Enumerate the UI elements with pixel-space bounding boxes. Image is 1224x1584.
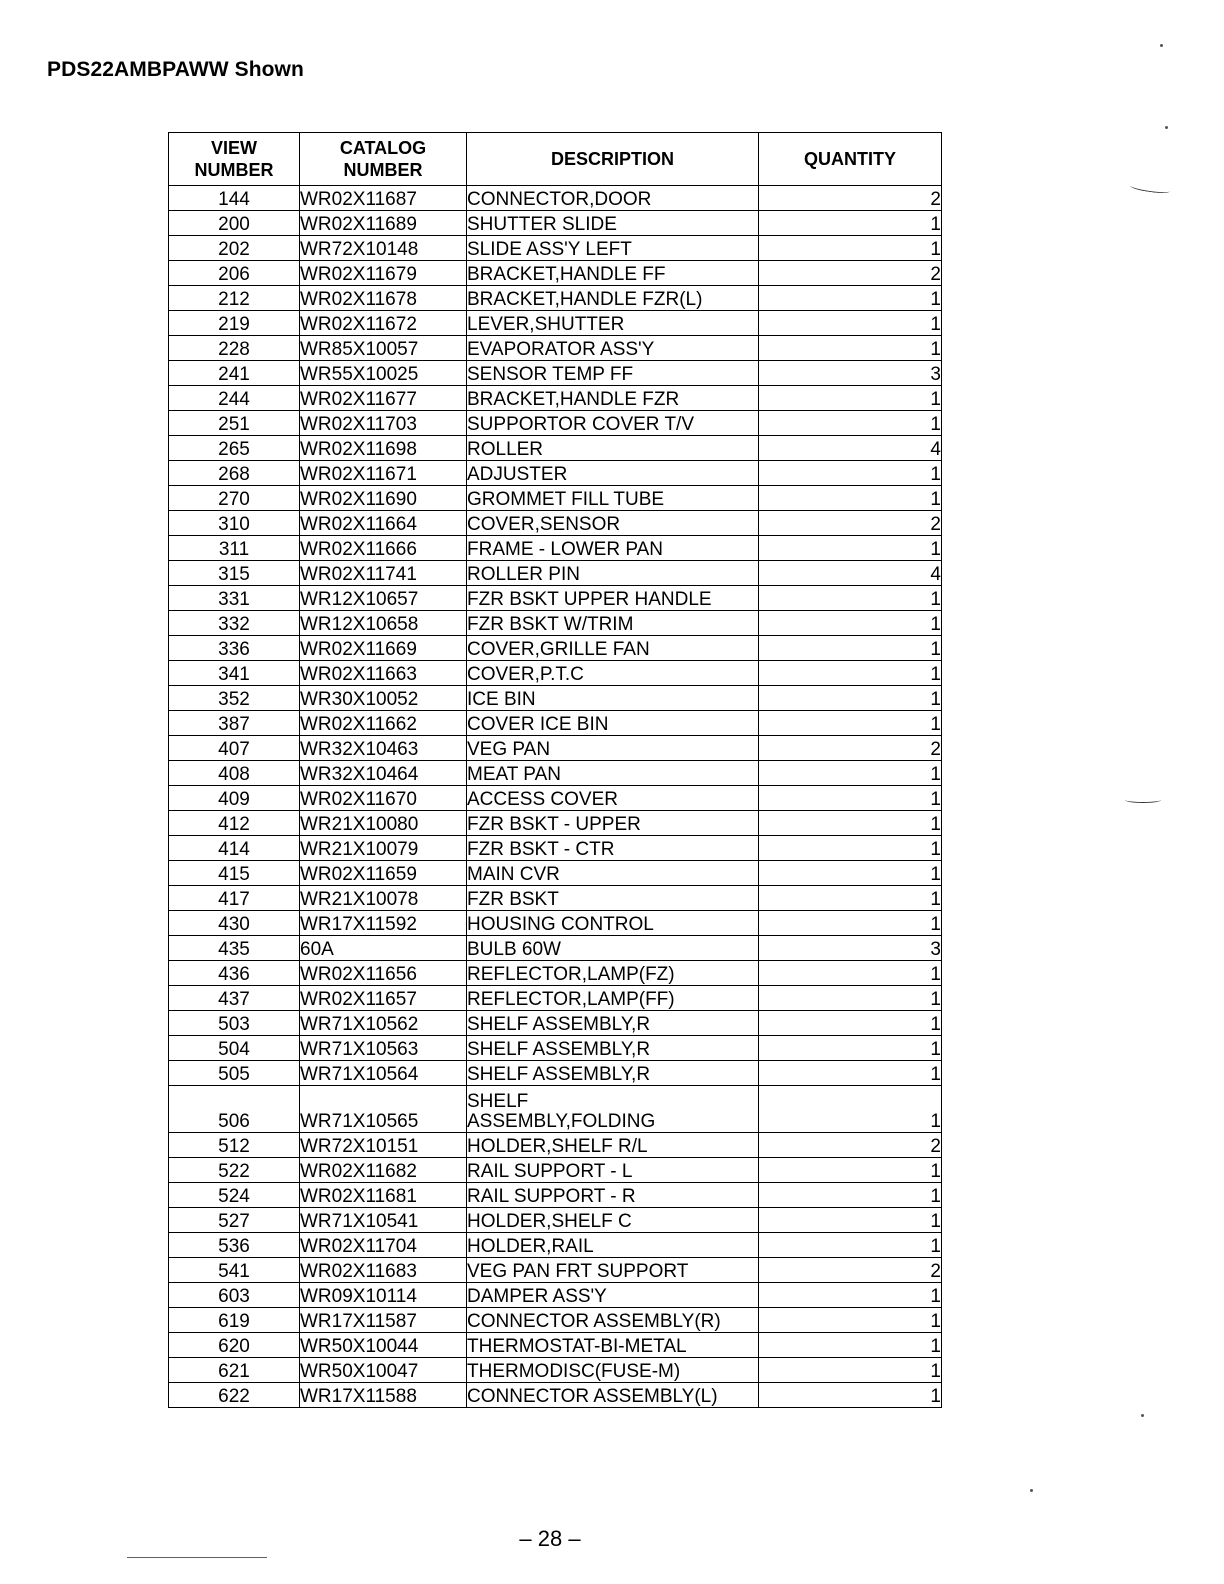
catalog-number-cell: WR02X11664 — [300, 511, 467, 536]
catalog-number-cell: WR02X11689 — [300, 211, 467, 236]
quantity-cell: 1 — [759, 1233, 942, 1258]
quantity-cell: 1 — [759, 761, 942, 786]
description-cell: ICE BIN — [467, 686, 759, 711]
quantity-cell: 1 — [759, 811, 942, 836]
table-row — [169, 311, 942, 336]
table-row — [169, 1183, 942, 1208]
catalog-number-cell: WR55X10025 — [300, 361, 467, 386]
description-cell: COVER,SENSOR — [467, 511, 759, 536]
table-row — [169, 486, 942, 511]
table-header-row — [169, 133, 942, 186]
description-cell: HOLDER,SHELF C — [467, 1208, 759, 1233]
view-number-cell: 341 — [169, 661, 300, 686]
margin-scan-mark — [1130, 182, 1171, 194]
view-number-cell: 522 — [169, 1158, 300, 1183]
table-row — [169, 211, 942, 236]
quantity-cell: 1 — [759, 286, 942, 311]
table-row — [169, 386, 942, 411]
quantity-cell: 1 — [759, 1183, 942, 1208]
parts-table-body — [169, 186, 942, 1408]
quantity-cell: 1 — [759, 1358, 942, 1383]
catalog-number-cell: WR12X10658 — [300, 611, 467, 636]
view-number-cell: 603 — [169, 1283, 300, 1308]
table-row — [169, 536, 942, 561]
table-row — [169, 1333, 942, 1358]
table-row — [169, 986, 942, 1011]
description-cell: SENSOR TEMP FF — [467, 361, 759, 386]
table-row — [169, 186, 942, 211]
quantity-cell: 1 — [759, 1158, 942, 1183]
description-cell: REFLECTOR,LAMP(FZ) — [467, 961, 759, 986]
view-number-cell: 437 — [169, 986, 300, 1011]
quantity-cell: 1 — [759, 1283, 942, 1308]
margin-scan-mark — [1125, 797, 1161, 803]
description-cell: LEVER,SHUTTER — [467, 311, 759, 336]
quantity-cell: 3 — [759, 361, 942, 386]
catalog-number-cell: WR12X10657 — [300, 586, 467, 611]
header-catalog-number: CATALOG NUMBER — [300, 133, 467, 186]
view-number-cell: 621 — [169, 1358, 300, 1383]
catalog-number-cell: WR72X10151 — [300, 1133, 467, 1158]
description-cell: GROMMET FILL TUBE — [467, 486, 759, 511]
description-cell: ROLLER — [467, 436, 759, 461]
view-number-cell: 202 — [169, 236, 300, 261]
header-quantity: QUANTITY — [759, 133, 942, 186]
catalog-number-cell: WR17X11592 — [300, 911, 467, 936]
catalog-number-cell: WR02X11656 — [300, 961, 467, 986]
table-row — [169, 1233, 942, 1258]
table-row — [169, 286, 942, 311]
description-cell: FRAME - LOWER PAN — [467, 536, 759, 561]
description-cell: MAIN CVR — [467, 861, 759, 886]
quantity-cell: 1 — [759, 1208, 942, 1233]
description-cell: BULB 60W — [467, 936, 759, 961]
description-cell: HOUSING CONTROL — [467, 911, 759, 936]
description-cell: RAIL SUPPORT - R — [467, 1183, 759, 1208]
table-row — [169, 836, 942, 861]
table-row — [169, 861, 942, 886]
description-cell: CONNECTOR ASSEMBLY(R) — [467, 1308, 759, 1333]
view-number-cell: 228 — [169, 336, 300, 361]
margin-scan-dot — [1160, 44, 1163, 47]
description-cell: ACCESS COVER — [467, 786, 759, 811]
table-row — [169, 236, 942, 261]
table-row — [169, 461, 942, 486]
catalog-number-cell: WR02X11659 — [300, 861, 467, 886]
table-row — [169, 936, 942, 961]
view-number-cell: 619 — [169, 1308, 300, 1333]
quantity-cell: 1 — [759, 861, 942, 886]
description-cell: FZR BSKT W/TRIM — [467, 611, 759, 636]
table-row — [169, 1208, 942, 1233]
view-number-cell: 541 — [169, 1258, 300, 1283]
header-view-number: VIEW NUMBER — [169, 133, 300, 186]
catalog-number-cell: WR02X11657 — [300, 986, 467, 1011]
table-row — [169, 336, 942, 361]
quantity-cell: 1 — [759, 611, 942, 636]
quantity-cell: 1 — [759, 961, 942, 986]
catalog-number-cell: WR02X11704 — [300, 1233, 467, 1258]
quantity-cell: 1 — [759, 1333, 942, 1358]
catalog-number-cell: WR02X11682 — [300, 1158, 467, 1183]
catalog-number-cell: WR02X11681 — [300, 1183, 467, 1208]
view-number-cell: 310 — [169, 511, 300, 536]
catalog-number-cell: WR02X11703 — [300, 411, 467, 436]
quantity-cell: 1 — [759, 486, 942, 511]
view-number-cell: 436 — [169, 961, 300, 986]
catalog-number-cell: WR02X11683 — [300, 1258, 467, 1283]
catalog-number-cell: WR02X11698 — [300, 436, 467, 461]
view-number-cell: 332 — [169, 611, 300, 636]
quantity-cell: 1 — [759, 536, 942, 561]
table-row — [169, 761, 942, 786]
description-cell: FZR BSKT - UPPER — [467, 811, 759, 836]
description-cell: ADJUSTER — [467, 461, 759, 486]
table-row — [169, 1133, 942, 1158]
view-number-cell: 407 — [169, 736, 300, 761]
description-cell: SUPPORTOR COVER T/V — [467, 411, 759, 436]
description-cell: MEAT PAN — [467, 761, 759, 786]
page-title: PDS22AMBPAWW Shown — [47, 58, 304, 81]
description-cell: COVER ICE BIN — [467, 711, 759, 736]
catalog-number-cell: WR02X11741 — [300, 561, 467, 586]
description-cell: SHELF ASSEMBLY,R — [467, 1011, 759, 1036]
table-row — [169, 1358, 942, 1383]
catalog-number-cell: WR71X10562 — [300, 1011, 467, 1036]
view-number-cell: 504 — [169, 1036, 300, 1061]
view-number-cell: 387 — [169, 711, 300, 736]
description-cell: VEG PAN FRT SUPPORT — [467, 1258, 759, 1283]
catalog-number-cell: WR50X10047 — [300, 1358, 467, 1383]
quantity-cell: 1 — [759, 661, 942, 686]
quantity-cell: 1 — [759, 386, 942, 411]
quantity-cell: 1 — [759, 336, 942, 361]
description-cell: HOLDER,RAIL — [467, 1233, 759, 1258]
catalog-number-cell: WR72X10148 — [300, 236, 467, 261]
quantity-cell: 2 — [759, 1258, 942, 1283]
catalog-number-cell: WR32X10463 — [300, 736, 467, 761]
view-number-cell: 268 — [169, 461, 300, 486]
view-number-cell: 212 — [169, 286, 300, 311]
catalog-number-cell: WR71X10565 — [300, 1086, 467, 1133]
description-cell: FZR BSKT UPPER HANDLE — [467, 586, 759, 611]
parts-table — [168, 132, 942, 1408]
catalog-number-cell: WR32X10464 — [300, 761, 467, 786]
table-row — [169, 1258, 942, 1283]
quantity-cell: 1 — [759, 1036, 942, 1061]
description-cell: THERMOSTAT-BI-METAL — [467, 1333, 759, 1358]
description-cell: CONNECTOR,DOOR — [467, 186, 759, 211]
catalog-number-cell: WR21X10078 — [300, 886, 467, 911]
description-cell: ROLLER PIN — [467, 561, 759, 586]
table-row — [169, 1308, 942, 1333]
catalog-number-cell: WR21X10080 — [300, 811, 467, 836]
view-number-cell: 336 — [169, 636, 300, 661]
catalog-number-cell: WR71X10563 — [300, 1036, 467, 1061]
description-cell: VEG PAN — [467, 736, 759, 761]
view-number-cell: 527 — [169, 1208, 300, 1233]
quantity-cell: 1 — [759, 1011, 942, 1036]
catalog-number-cell: 60A — [300, 936, 467, 961]
view-number-cell: 524 — [169, 1183, 300, 1208]
quantity-cell: 2 — [759, 511, 942, 536]
view-number-cell: 352 — [169, 686, 300, 711]
description-cell: SHELF ASSEMBLY,FOLDING — [467, 1086, 759, 1133]
view-number-cell: 430 — [169, 911, 300, 936]
table-row — [169, 261, 942, 286]
quantity-cell: 3 — [759, 936, 942, 961]
catalog-number-cell: WR85X10057 — [300, 336, 467, 361]
table-row — [169, 611, 942, 636]
view-number-cell: 503 — [169, 1011, 300, 1036]
quantity-cell: 1 — [759, 1383, 942, 1408]
quantity-cell: 2 — [759, 186, 942, 211]
description-cell: SLIDE ASS'Y LEFT — [467, 236, 759, 261]
description-cell: SHELF ASSEMBLY,R — [467, 1061, 759, 1086]
table-row — [169, 436, 942, 461]
description-cell: BRACKET,HANDLE FZR(L) — [467, 286, 759, 311]
view-number-cell: 311 — [169, 536, 300, 561]
catalog-number-cell: WR02X11679 — [300, 261, 467, 286]
view-number-cell: 315 — [169, 561, 300, 586]
catalog-number-cell: WR02X11677 — [300, 386, 467, 411]
quantity-cell: 1 — [759, 986, 942, 1011]
quantity-cell: 1 — [759, 211, 942, 236]
description-cell: BRACKET,HANDLE FF — [467, 261, 759, 286]
description-cell: RAIL SUPPORT - L — [467, 1158, 759, 1183]
view-number-cell: 415 — [169, 861, 300, 886]
view-number-cell: 622 — [169, 1383, 300, 1408]
table-row — [169, 886, 942, 911]
quantity-cell: 1 — [759, 786, 942, 811]
view-number-cell: 408 — [169, 761, 300, 786]
margin-scan-dot — [1141, 1414, 1144, 1417]
table-row — [169, 1158, 942, 1183]
quantity-cell: 1 — [759, 711, 942, 736]
description-cell: FZR BSKT - CTR — [467, 836, 759, 861]
table-row — [169, 1011, 942, 1036]
catalog-number-cell: WR17X11587 — [300, 1308, 467, 1333]
description-cell: REFLECTOR,LAMP(FF) — [467, 986, 759, 1011]
catalog-number-cell: WR30X10052 — [300, 686, 467, 711]
catalog-number-cell: WR02X11663 — [300, 661, 467, 686]
table-row — [169, 736, 942, 761]
quantity-cell: 1 — [759, 636, 942, 661]
catalog-number-cell: WR17X11588 — [300, 1383, 467, 1408]
description-cell: CONNECTOR ASSEMBLY(L) — [467, 1383, 759, 1408]
table-row — [169, 586, 942, 611]
margin-scan-dot — [1165, 126, 1168, 129]
table-row — [169, 511, 942, 536]
quantity-cell: 1 — [759, 686, 942, 711]
catalog-number-cell: WR02X11662 — [300, 711, 467, 736]
view-number-cell: 270 — [169, 486, 300, 511]
margin-scan-dot — [1030, 1489, 1033, 1492]
catalog-number-cell: WR02X11666 — [300, 536, 467, 561]
catalog-number-cell: WR02X11678 — [300, 286, 467, 311]
table-row — [169, 1036, 942, 1061]
table-row — [169, 1061, 942, 1086]
description-cell: EVAPORATOR ASS'Y — [467, 336, 759, 361]
view-number-cell: 506 — [169, 1086, 300, 1133]
view-number-cell: 331 — [169, 586, 300, 611]
view-number-cell: 200 — [169, 211, 300, 236]
header-description: DESCRIPTION — [467, 133, 759, 186]
catalog-number-cell: WR02X11672 — [300, 311, 467, 336]
quantity-cell: 1 — [759, 411, 942, 436]
quantity-cell: 1 — [759, 586, 942, 611]
quantity-cell: 1 — [759, 1086, 942, 1133]
view-number-cell: 417 — [169, 886, 300, 911]
quantity-cell: 1 — [759, 1308, 942, 1333]
catalog-number-cell: WR02X11669 — [300, 636, 467, 661]
table-row — [169, 811, 942, 836]
table-row — [169, 911, 942, 936]
quantity-cell: 4 — [759, 436, 942, 461]
table-row — [169, 961, 942, 986]
table-row — [169, 1283, 942, 1308]
view-number-cell: 412 — [169, 811, 300, 836]
description-cell: BRACKET,HANDLE FZR — [467, 386, 759, 411]
catalog-number-cell: WR71X10541 — [300, 1208, 467, 1233]
catalog-number-cell: WR50X10044 — [300, 1333, 467, 1358]
table-row — [169, 361, 942, 386]
catalog-number-cell: WR02X11671 — [300, 461, 467, 486]
view-number-cell: 414 — [169, 836, 300, 861]
view-number-cell: 206 — [169, 261, 300, 286]
catalog-number-cell: WR02X11670 — [300, 786, 467, 811]
view-number-cell: 219 — [169, 311, 300, 336]
table-row — [169, 1086, 942, 1133]
table-row — [169, 411, 942, 436]
view-number-cell: 265 — [169, 436, 300, 461]
quantity-cell: 1 — [759, 461, 942, 486]
view-number-cell: 244 — [169, 386, 300, 411]
quantity-cell: 1 — [759, 836, 942, 861]
description-cell: DAMPER ASS'Y — [467, 1283, 759, 1308]
footer-rule — [127, 1557, 267, 1558]
catalog-number-cell: WR02X11690 — [300, 486, 467, 511]
description-cell: SHELF ASSEMBLY,R — [467, 1036, 759, 1061]
catalog-number-cell: WR02X11687 — [300, 186, 467, 211]
table-row — [169, 686, 942, 711]
description-cell: THERMODISC(FUSE-M) — [467, 1358, 759, 1383]
quantity-cell: 4 — [759, 561, 942, 586]
view-number-cell: 505 — [169, 1061, 300, 1086]
table-row — [169, 786, 942, 811]
view-number-cell: 409 — [169, 786, 300, 811]
catalog-number-cell: WR09X10114 — [300, 1283, 467, 1308]
view-number-cell: 435 — [169, 936, 300, 961]
quantity-cell: 2 — [759, 1133, 942, 1158]
view-number-cell: 251 — [169, 411, 300, 436]
table-row — [169, 661, 942, 686]
quantity-cell: 1 — [759, 1061, 942, 1086]
view-number-cell: 536 — [169, 1233, 300, 1258]
view-number-cell: 620 — [169, 1333, 300, 1358]
description-cell: COVER,GRILLE FAN — [467, 636, 759, 661]
description-cell: SHUTTER SLIDE — [467, 211, 759, 236]
quantity-cell: 2 — [759, 261, 942, 286]
table-row — [169, 1383, 942, 1408]
description-cell: FZR BSKT — [467, 886, 759, 911]
description-cell: HOLDER,SHELF R/L — [467, 1133, 759, 1158]
quantity-cell: 1 — [759, 311, 942, 336]
catalog-number-cell: WR71X10564 — [300, 1061, 467, 1086]
view-number-cell: 144 — [169, 186, 300, 211]
quantity-cell: 1 — [759, 236, 942, 261]
catalog-number-cell: WR21X10079 — [300, 836, 467, 861]
quantity-cell: 1 — [759, 886, 942, 911]
page-number: – 28 – — [519, 1526, 581, 1551]
view-number-cell: 241 — [169, 361, 300, 386]
quantity-cell: 1 — [759, 911, 942, 936]
table-row — [169, 561, 942, 586]
table-row — [169, 636, 942, 661]
description-cell: COVER,P.T.C — [467, 661, 759, 686]
view-number-cell: 512 — [169, 1133, 300, 1158]
table-row — [169, 711, 942, 736]
quantity-cell: 2 — [759, 736, 942, 761]
